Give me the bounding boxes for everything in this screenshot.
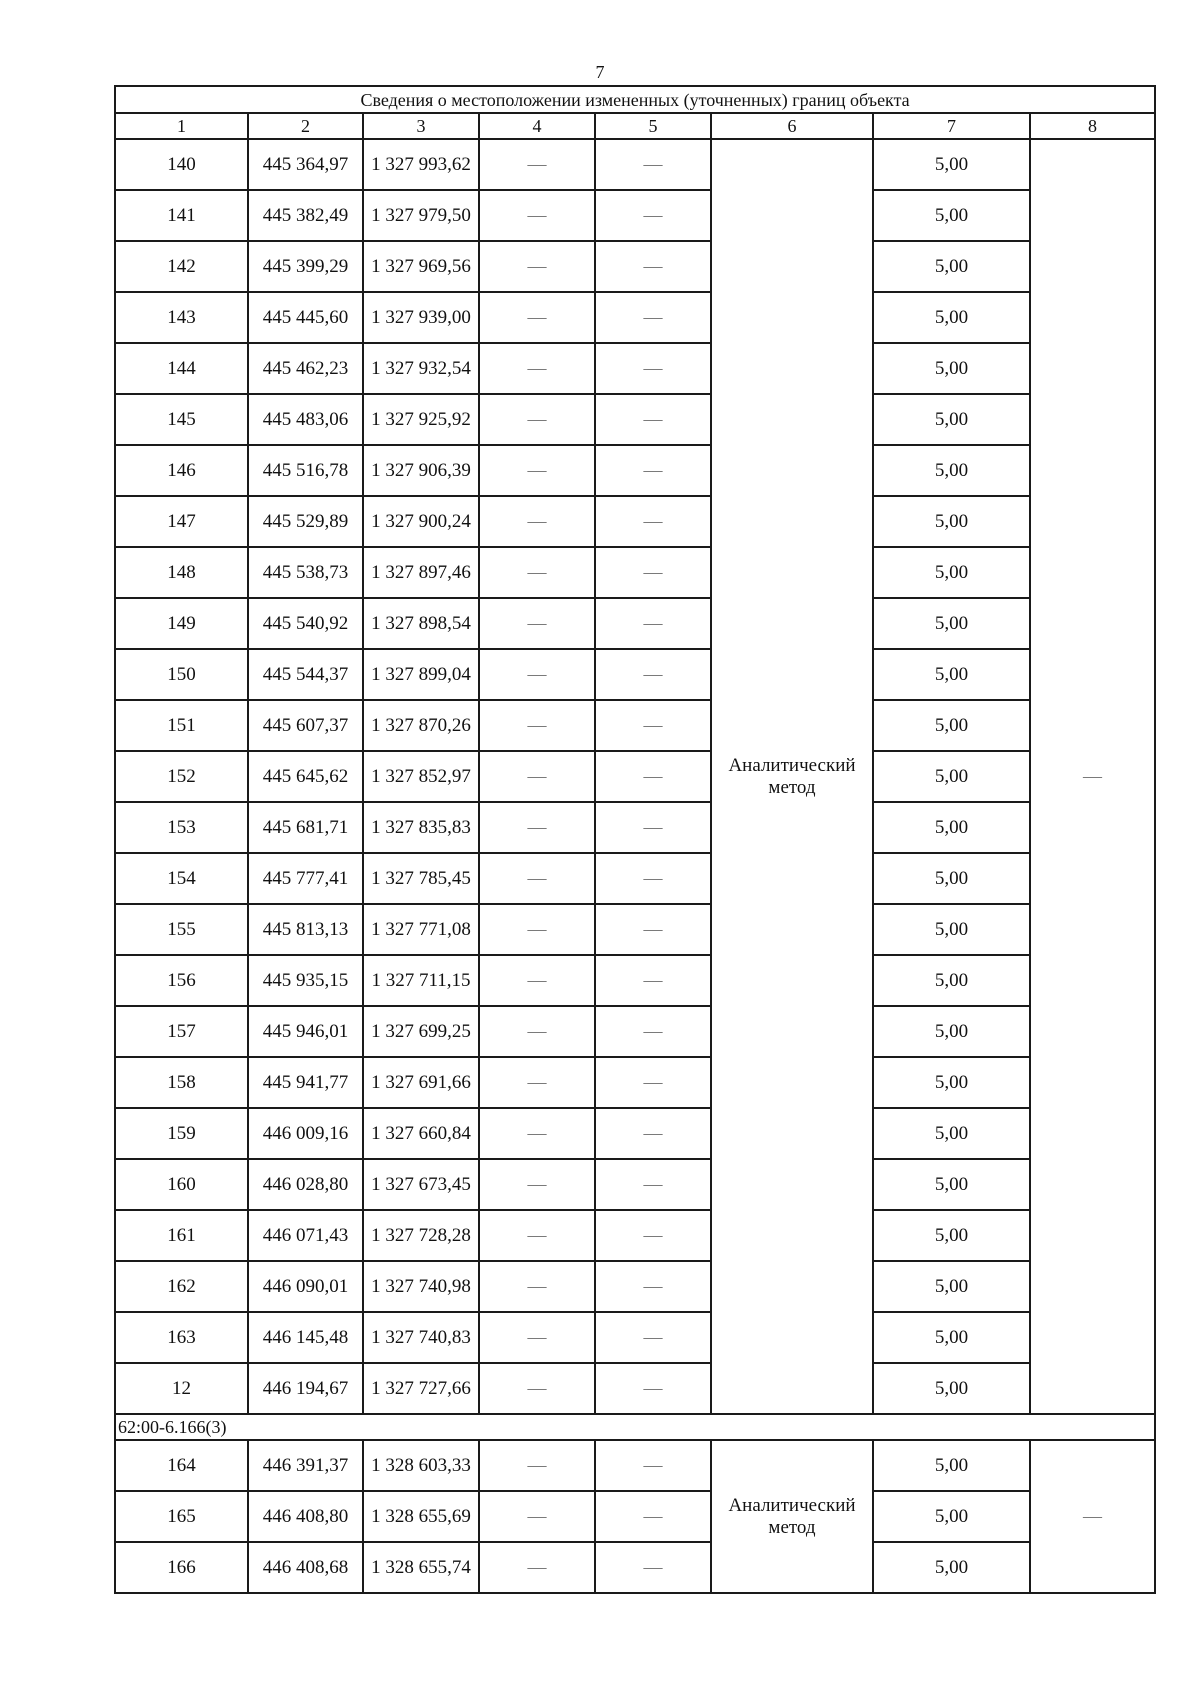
- column-4-cell: —: [479, 1159, 595, 1210]
- x-coordinate-cell: 446 090,01: [248, 1261, 363, 1312]
- column-4-cell: —: [479, 802, 595, 853]
- y-coordinate-cell: 1 327 870,26: [363, 700, 479, 751]
- x-coordinate-cell: 445 681,71: [248, 802, 363, 853]
- x-coordinate-cell: 445 364,97: [248, 139, 363, 190]
- column-5-cell: —: [595, 1312, 711, 1363]
- y-coordinate-cell: 1 327 740,83: [363, 1312, 479, 1363]
- point-number-cell: 157: [115, 1006, 248, 1057]
- accuracy-cell: 5,00: [873, 1312, 1030, 1363]
- point-number-cell: 152: [115, 751, 248, 802]
- y-coordinate-cell: 1 327 993,62: [363, 139, 479, 190]
- column-5-cell: —: [595, 1491, 711, 1542]
- column-number: 6: [711, 113, 873, 139]
- column-5-cell: —: [595, 853, 711, 904]
- accuracy-cell: 5,00: [873, 1542, 1030, 1593]
- point-number-cell: 142: [115, 241, 248, 292]
- point-number-cell: 158: [115, 1057, 248, 1108]
- accuracy-cell: 5,00: [873, 751, 1030, 802]
- y-coordinate-cell: 1 327 785,45: [363, 853, 479, 904]
- x-coordinate-cell: 445 483,06: [248, 394, 363, 445]
- accuracy-cell: 5,00: [873, 700, 1030, 751]
- column-4-cell: —: [479, 190, 595, 241]
- column-4-cell: —: [479, 343, 595, 394]
- column-5-cell: —: [595, 1210, 711, 1261]
- column-4-cell: —: [479, 1312, 595, 1363]
- accuracy-cell: 5,00: [873, 649, 1030, 700]
- point-number-cell: 141: [115, 190, 248, 241]
- column-4-cell: —: [479, 955, 595, 1006]
- column-4-cell: —: [479, 649, 595, 700]
- accuracy-cell: 5,00: [873, 1363, 1030, 1414]
- section-row: [115, 1414, 1155, 1440]
- table-body: [115, 86, 1155, 1593]
- table-row: [115, 343, 1155, 394]
- table-row: [115, 1159, 1155, 1210]
- column-4-cell: —: [479, 1491, 595, 1542]
- accuracy-cell: 5,00: [873, 496, 1030, 547]
- point-number-cell: 159: [115, 1108, 248, 1159]
- point-number-cell: 163: [115, 1312, 248, 1363]
- accuracy-cell: 5,00: [873, 343, 1030, 394]
- y-coordinate-cell: 1 328 603,33: [363, 1440, 479, 1491]
- x-coordinate-cell: 445 813,13: [248, 904, 363, 955]
- accuracy-cell: 5,00: [873, 1159, 1030, 1210]
- y-coordinate-cell: 1 327 660,84: [363, 1108, 479, 1159]
- table-row: [115, 802, 1155, 853]
- accuracy-cell: 5,00: [873, 1491, 1030, 1542]
- table-row: [115, 1363, 1155, 1414]
- x-coordinate-cell: 445 935,15: [248, 955, 363, 1006]
- table-row: [115, 292, 1155, 343]
- x-coordinate-cell: 445 516,78: [248, 445, 363, 496]
- point-number-cell: 154: [115, 853, 248, 904]
- point-number-cell: 145: [115, 394, 248, 445]
- column-5-cell: —: [595, 1159, 711, 1210]
- column-4-cell: —: [479, 751, 595, 802]
- accuracy-cell: 5,00: [873, 445, 1030, 496]
- column-5-cell: —: [595, 445, 711, 496]
- column-5-cell: —: [595, 241, 711, 292]
- point-number-cell: 143: [115, 292, 248, 343]
- column-4-cell: —: [479, 394, 595, 445]
- accuracy-cell: 5,00: [873, 1261, 1030, 1312]
- point-number-cell: 144: [115, 343, 248, 394]
- y-coordinate-cell: 1 327 727,66: [363, 1363, 479, 1414]
- table-row: [115, 1542, 1155, 1593]
- column-number: 4: [479, 113, 595, 139]
- accuracy-cell: 5,00: [873, 394, 1030, 445]
- x-coordinate-cell: 445 540,92: [248, 598, 363, 649]
- column-5-cell: —: [595, 1363, 711, 1414]
- column-4-cell: —: [479, 547, 595, 598]
- point-number-cell: 156: [115, 955, 248, 1006]
- column-5-cell: —: [595, 1261, 711, 1312]
- accuracy-cell: 5,00: [873, 1057, 1030, 1108]
- accuracy-cell: 5,00: [873, 139, 1030, 190]
- column-4-cell: —: [479, 1542, 595, 1593]
- column-8-cell: —: [1030, 1440, 1155, 1593]
- x-coordinate-cell: 445 645,62: [248, 751, 363, 802]
- column-4-cell: —: [479, 1006, 595, 1057]
- accuracy-cell: 5,00: [873, 1006, 1030, 1057]
- x-coordinate-cell: 445 538,73: [248, 547, 363, 598]
- point-number-cell: 148: [115, 547, 248, 598]
- table-row: [115, 955, 1155, 1006]
- column-number: 3: [363, 113, 479, 139]
- column-5-cell: —: [595, 547, 711, 598]
- column-5-cell: —: [595, 190, 711, 241]
- table-row: [115, 1108, 1155, 1159]
- point-number-cell: 146: [115, 445, 248, 496]
- table-title: Сведения о местоположении измененных (уточненных) границ объекта: [115, 86, 1155, 113]
- column-5-cell: —: [595, 394, 711, 445]
- y-coordinate-cell: 1 327 906,39: [363, 445, 479, 496]
- y-coordinate-cell: 1 327 673,45: [363, 1159, 479, 1210]
- method-cell: Аналитический метод: [711, 1440, 873, 1593]
- point-number-cell: 151: [115, 700, 248, 751]
- column-5-cell: —: [595, 139, 711, 190]
- x-coordinate-cell: 445 399,29: [248, 241, 363, 292]
- y-coordinate-cell: 1 327 771,08: [363, 904, 479, 955]
- table-title-row: [115, 86, 1155, 113]
- column-5-cell: —: [595, 343, 711, 394]
- column-5-cell: —: [595, 955, 711, 1006]
- table-row: [115, 445, 1155, 496]
- column-5-cell: —: [595, 292, 711, 343]
- x-coordinate-cell: 446 145,48: [248, 1312, 363, 1363]
- column-4-cell: —: [479, 1108, 595, 1159]
- column-4-cell: —: [479, 1210, 595, 1261]
- column-4-cell: —: [479, 1057, 595, 1108]
- table-row: [115, 190, 1155, 241]
- boundary-table: [114, 85, 1156, 1594]
- column-5-cell: —: [595, 1440, 711, 1491]
- table-row: [115, 1057, 1155, 1108]
- point-number-cell: 165: [115, 1491, 248, 1542]
- y-coordinate-cell: 1 327 835,83: [363, 802, 479, 853]
- column-4-cell: —: [479, 292, 595, 343]
- y-coordinate-cell: 1 328 655,69: [363, 1491, 479, 1542]
- column-5-cell: —: [595, 1542, 711, 1593]
- point-number-cell: 160: [115, 1159, 248, 1210]
- column-numbers-row: [115, 113, 1155, 139]
- x-coordinate-cell: 445 607,37: [248, 700, 363, 751]
- y-coordinate-cell: 1 327 898,54: [363, 598, 479, 649]
- table-row: [115, 700, 1155, 751]
- x-coordinate-cell: 445 529,89: [248, 496, 363, 547]
- accuracy-cell: 5,00: [873, 853, 1030, 904]
- table-row: [115, 1210, 1155, 1261]
- y-coordinate-cell: 1 327 711,15: [363, 955, 479, 1006]
- column-5-cell: —: [595, 700, 711, 751]
- column-5-cell: —: [595, 1006, 711, 1057]
- y-coordinate-cell: 1 327 979,50: [363, 190, 479, 241]
- point-number-cell: 166: [115, 1542, 248, 1593]
- table-row: [115, 904, 1155, 955]
- y-coordinate-cell: 1 327 925,92: [363, 394, 479, 445]
- column-4-cell: —: [479, 241, 595, 292]
- column-5-cell: —: [595, 1108, 711, 1159]
- x-coordinate-cell: 445 462,23: [248, 343, 363, 394]
- page-number: 7: [595, 62, 605, 82]
- accuracy-cell: 5,00: [873, 802, 1030, 853]
- point-number-cell: 164: [115, 1440, 248, 1491]
- table-row: [115, 547, 1155, 598]
- y-coordinate-cell: 1 327 728,28: [363, 1210, 479, 1261]
- y-coordinate-cell: 1 327 899,04: [363, 649, 479, 700]
- column-number: 5: [595, 113, 711, 139]
- table-row: [115, 598, 1155, 649]
- accuracy-cell: 5,00: [873, 292, 1030, 343]
- x-coordinate-cell: 446 408,68: [248, 1542, 363, 1593]
- y-coordinate-cell: 1 327 691,66: [363, 1057, 479, 1108]
- table-row: [115, 1006, 1155, 1057]
- point-number-cell: 147: [115, 496, 248, 547]
- y-coordinate-cell: 1 327 699,25: [363, 1006, 479, 1057]
- y-coordinate-cell: 1 327 897,46: [363, 547, 479, 598]
- x-coordinate-cell: 445 382,49: [248, 190, 363, 241]
- y-coordinate-cell: 1 327 740,98: [363, 1261, 479, 1312]
- column-4-cell: —: [479, 598, 595, 649]
- point-number-cell: 12: [115, 1363, 248, 1414]
- column-5-cell: —: [595, 496, 711, 547]
- x-coordinate-cell: 446 194,67: [248, 1363, 363, 1414]
- accuracy-cell: 5,00: [873, 1210, 1030, 1261]
- point-number-cell: 153: [115, 802, 248, 853]
- column-number: 7: [873, 113, 1030, 139]
- x-coordinate-cell: 445 544,37: [248, 649, 363, 700]
- column-number: 1: [115, 113, 248, 139]
- column-5-cell: —: [595, 802, 711, 853]
- table-row: [115, 1312, 1155, 1363]
- column-4-cell: —: [479, 1440, 595, 1491]
- x-coordinate-cell: 445 941,77: [248, 1057, 363, 1108]
- point-number-cell: 161: [115, 1210, 248, 1261]
- accuracy-cell: 5,00: [873, 955, 1030, 1006]
- table-row: [115, 1440, 1155, 1491]
- x-coordinate-cell: 446 391,37: [248, 1440, 363, 1491]
- y-coordinate-cell: 1 327 932,54: [363, 343, 479, 394]
- x-coordinate-cell: 445 777,41: [248, 853, 363, 904]
- column-4-cell: —: [479, 1261, 595, 1312]
- column-number: 8: [1030, 113, 1155, 139]
- column-5-cell: —: [595, 751, 711, 802]
- table-row: [115, 751, 1155, 802]
- x-coordinate-cell: 445 946,01: [248, 1006, 363, 1057]
- table-row: [115, 496, 1155, 547]
- accuracy-cell: 5,00: [873, 241, 1030, 292]
- column-5-cell: —: [595, 598, 711, 649]
- column-8-cell: —: [1030, 139, 1155, 1414]
- accuracy-cell: 5,00: [873, 1440, 1030, 1491]
- table-row: [115, 241, 1155, 292]
- table-row: [115, 139, 1155, 190]
- x-coordinate-cell: 446 408,80: [248, 1491, 363, 1542]
- method-cell: Аналитический метод: [711, 139, 873, 1414]
- table-row: [115, 1491, 1155, 1542]
- accuracy-cell: 5,00: [873, 1108, 1030, 1159]
- column-4-cell: —: [479, 445, 595, 496]
- column-5-cell: —: [595, 649, 711, 700]
- x-coordinate-cell: 446 028,80: [248, 1159, 363, 1210]
- accuracy-cell: 5,00: [873, 190, 1030, 241]
- point-number-cell: 150: [115, 649, 248, 700]
- table-row: [115, 649, 1155, 700]
- accuracy-cell: 5,00: [873, 547, 1030, 598]
- y-coordinate-cell: 1 327 969,56: [363, 241, 479, 292]
- table-row: [115, 853, 1155, 904]
- column-5-cell: —: [595, 1057, 711, 1108]
- y-coordinate-cell: 1 327 852,97: [363, 751, 479, 802]
- column-4-cell: —: [479, 904, 595, 955]
- point-number-cell: 162: [115, 1261, 248, 1312]
- column-4-cell: —: [479, 853, 595, 904]
- y-coordinate-cell: 1 327 900,24: [363, 496, 479, 547]
- column-4-cell: —: [479, 496, 595, 547]
- column-4-cell: —: [479, 1363, 595, 1414]
- column-5-cell: —: [595, 904, 711, 955]
- column-number: 2: [248, 113, 363, 139]
- column-4-cell: —: [479, 139, 595, 190]
- point-number-cell: 140: [115, 139, 248, 190]
- column-4-cell: —: [479, 700, 595, 751]
- y-coordinate-cell: 1 327 939,00: [363, 292, 479, 343]
- x-coordinate-cell: 446 009,16: [248, 1108, 363, 1159]
- y-coordinate-cell: 1 328 655,74: [363, 1542, 479, 1593]
- table-row: [115, 394, 1155, 445]
- accuracy-cell: 5,00: [873, 598, 1030, 649]
- x-coordinate-cell: 445 445,60: [248, 292, 363, 343]
- point-number-cell: 155: [115, 904, 248, 955]
- section-label: 62:00-6.166(3): [115, 1414, 1155, 1440]
- point-number-cell: 149: [115, 598, 248, 649]
- accuracy-cell: 5,00: [873, 904, 1030, 955]
- x-coordinate-cell: 446 071,43: [248, 1210, 363, 1261]
- table-row: [115, 1261, 1155, 1312]
